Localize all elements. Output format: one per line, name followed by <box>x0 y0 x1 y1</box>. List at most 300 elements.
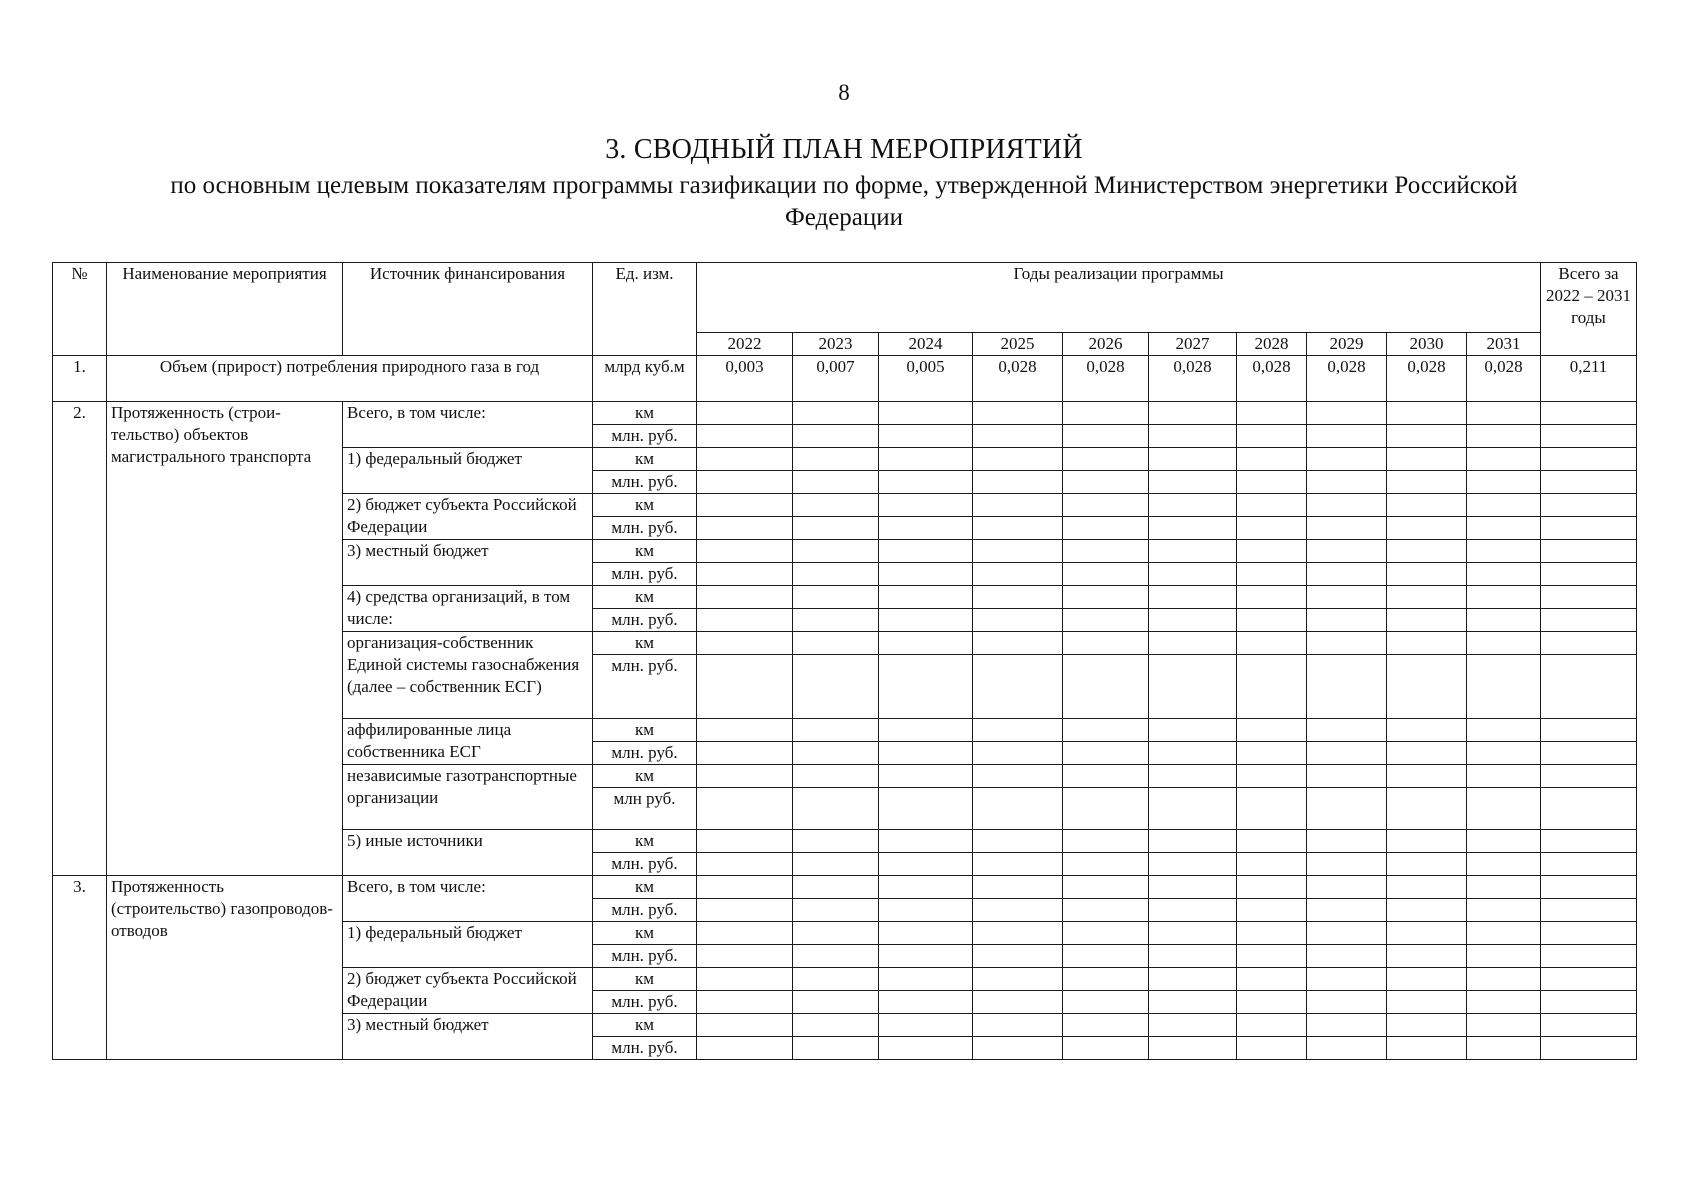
value-cell <box>1149 563 1237 586</box>
value-cell <box>1387 830 1467 853</box>
value-cell <box>1307 632 1387 655</box>
value-cell <box>1063 586 1149 609</box>
total-cell <box>1541 719 1637 742</box>
unit-cell: млн. руб. <box>593 609 697 632</box>
value-cell <box>1467 540 1541 563</box>
header-source: Источник финансирования <box>343 263 593 356</box>
value-cell <box>1307 788 1387 830</box>
value-cell <box>1307 765 1387 788</box>
value-cell <box>1237 1037 1307 1060</box>
value-cell <box>973 425 1063 448</box>
table-row <box>53 876 1637 899</box>
table-row <box>53 402 1637 425</box>
value-cell <box>1467 402 1541 425</box>
total-cell <box>1541 853 1637 876</box>
value-cell <box>793 968 879 991</box>
value-cell <box>879 742 973 765</box>
value-cell <box>793 765 879 788</box>
unit-cell: км <box>593 540 697 563</box>
total-cell <box>1541 788 1637 830</box>
value-cell <box>1467 853 1541 876</box>
value-cell <box>793 563 879 586</box>
value-cell <box>1149 945 1237 968</box>
value-cell <box>1149 632 1237 655</box>
value-cell <box>1467 425 1541 448</box>
value-cell <box>1467 742 1541 765</box>
value-cell <box>1307 853 1387 876</box>
value-cell <box>973 402 1063 425</box>
value-cell <box>697 719 793 742</box>
value-cell <box>1467 899 1541 922</box>
value-cell <box>1237 471 1307 494</box>
document-title: 3. СВОДНЫЙ ПЛАН МЕРОПРИЯТИЙ <box>605 134 1083 165</box>
value-cell <box>1467 563 1541 586</box>
value-cell <box>879 517 973 540</box>
unit-cell: км <box>593 876 697 899</box>
value-cell <box>793 540 879 563</box>
value-cell <box>793 471 879 494</box>
value-cell <box>697 563 793 586</box>
value-cell <box>1387 765 1467 788</box>
value-cell <box>697 853 793 876</box>
value-cell <box>1237 853 1307 876</box>
value-cell <box>879 425 973 448</box>
value-cell <box>973 517 1063 540</box>
value-cell <box>1063 563 1149 586</box>
value-cell <box>1149 742 1237 765</box>
value-cell <box>697 471 793 494</box>
value-cell <box>1149 899 1237 922</box>
value-cell <box>1149 765 1237 788</box>
value-cell <box>1237 632 1307 655</box>
value-cell <box>1237 655 1307 719</box>
value-cell <box>1237 719 1307 742</box>
header-years-group: Годы реализации программы <box>697 263 1541 333</box>
value-cell <box>1063 471 1149 494</box>
value-cell <box>1149 655 1237 719</box>
unit-cell: км <box>593 586 697 609</box>
row-num: 2. <box>53 402 107 876</box>
header-row <box>53 263 1637 333</box>
value-cell <box>697 402 793 425</box>
value-cell <box>1237 609 1307 632</box>
value-cell <box>1237 765 1307 788</box>
value-cell <box>1467 991 1541 1014</box>
unit-cell: млн. руб. <box>593 742 697 765</box>
value-cell <box>1063 517 1149 540</box>
value-cell <box>697 655 793 719</box>
value-cell <box>973 876 1063 899</box>
value-cell <box>879 655 973 719</box>
value-cell <box>1467 1037 1541 1060</box>
value-cell <box>1307 876 1387 899</box>
value-cell <box>879 563 973 586</box>
value-cell <box>973 609 1063 632</box>
value-cell <box>1307 719 1387 742</box>
row-num: 1. <box>53 356 107 402</box>
value-cell <box>1467 968 1541 991</box>
unit-cell: млн. руб. <box>593 945 697 968</box>
funding-source: 4) средства организаций, в том числе: <box>343 586 593 632</box>
value-cell <box>1149 719 1237 742</box>
value-cell: 0,028 <box>1307 356 1387 402</box>
value-cell <box>697 425 793 448</box>
value-cell <box>1063 402 1149 425</box>
value-cell <box>973 448 1063 471</box>
header-year: 2025 <box>973 333 1063 356</box>
total-cell <box>1541 830 1637 853</box>
value-cell <box>879 968 973 991</box>
value-cell <box>1237 830 1307 853</box>
value-cell <box>1063 991 1149 1014</box>
value-cell <box>1467 517 1541 540</box>
value-cell <box>879 448 973 471</box>
value-cell <box>1387 876 1467 899</box>
unit-cell: млн. руб. <box>593 425 697 448</box>
funding-source: организация-собственник Единой системы газоснабжения (далее – собственник ЕСГ) <box>343 632 593 719</box>
value-cell: 0,003 <box>697 356 793 402</box>
value-cell <box>1467 471 1541 494</box>
value-cell <box>879 853 973 876</box>
total-cell <box>1541 517 1637 540</box>
value-cell <box>1467 830 1541 853</box>
value-cell <box>697 765 793 788</box>
value-cell <box>1149 586 1237 609</box>
value-cell <box>1237 402 1307 425</box>
unit-cell: км <box>593 1014 697 1037</box>
value-cell <box>1307 1037 1387 1060</box>
value-cell <box>879 788 973 830</box>
value-cell <box>1467 765 1541 788</box>
value-cell <box>793 448 879 471</box>
document-subtitle: по основным целевым показателям программы газификации по форме, утвержденной Министерством энергетики Российской Федерации <box>170 172 1518 231</box>
value-cell <box>793 830 879 853</box>
value-cell <box>1149 609 1237 632</box>
value-cell <box>973 540 1063 563</box>
total-cell <box>1541 425 1637 448</box>
value-cell <box>1063 448 1149 471</box>
value-cell <box>1467 632 1541 655</box>
unit-cell: км <box>593 719 697 742</box>
value-cell <box>879 922 973 945</box>
value-cell <box>793 742 879 765</box>
value-cell <box>1237 494 1307 517</box>
value-cell <box>1149 540 1237 563</box>
unit-cell: млн. руб. <box>593 853 697 876</box>
value-cell <box>793 922 879 945</box>
value-cell <box>793 788 879 830</box>
value-cell <box>973 853 1063 876</box>
value-cell <box>1149 876 1237 899</box>
value-cell <box>1063 540 1149 563</box>
value-cell <box>879 1014 973 1037</box>
total-cell <box>1541 632 1637 655</box>
value-cell <box>697 517 793 540</box>
value-cell <box>1387 922 1467 945</box>
value-cell <box>793 632 879 655</box>
header-year: 2026 <box>1063 333 1149 356</box>
total-cell <box>1541 609 1637 632</box>
value-cell <box>697 586 793 609</box>
value-cell <box>973 830 1063 853</box>
value-cell <box>1387 586 1467 609</box>
value-cell <box>1307 517 1387 540</box>
value-cell <box>1387 968 1467 991</box>
value-cell <box>1307 991 1387 1014</box>
value-cell <box>793 494 879 517</box>
value-cell <box>879 876 973 899</box>
value-cell <box>697 922 793 945</box>
total-cell <box>1541 402 1637 425</box>
total-cell <box>1541 991 1637 1014</box>
value-cell <box>697 540 793 563</box>
value-cell <box>793 586 879 609</box>
header-total: Всего за 2022 – 2031 годы <box>1541 263 1637 356</box>
value-cell <box>973 1014 1063 1037</box>
value-cell <box>1063 876 1149 899</box>
funding-source: 1) федеральный бюджет <box>343 922 593 968</box>
value-cell <box>1307 471 1387 494</box>
value-cell: 0,005 <box>879 356 973 402</box>
total-cell <box>1541 471 1637 494</box>
value-cell <box>1063 945 1149 968</box>
value-cell <box>793 655 879 719</box>
total-cell: 0,211 <box>1541 356 1637 402</box>
unit-cell: км <box>593 830 697 853</box>
value-cell <box>1149 922 1237 945</box>
value-cell <box>879 765 973 788</box>
value-cell <box>793 1014 879 1037</box>
value-cell <box>973 742 1063 765</box>
value-cell <box>1387 1014 1467 1037</box>
header-name: Наименование мероприятия <box>107 263 343 356</box>
unit-cell: млн. руб. <box>593 1037 697 1060</box>
value-cell <box>1063 899 1149 922</box>
value-cell <box>1467 494 1541 517</box>
header-unit: Ед. изм. <box>593 263 697 356</box>
value-cell <box>1149 788 1237 830</box>
header-year: 2030 <box>1387 333 1467 356</box>
value-cell <box>879 1037 973 1060</box>
value-cell <box>973 586 1063 609</box>
value-cell <box>1149 448 1237 471</box>
value-cell <box>1237 448 1307 471</box>
value-cell <box>1307 968 1387 991</box>
value-cell <box>1149 494 1237 517</box>
value-cell <box>879 494 973 517</box>
value-cell <box>697 609 793 632</box>
header-year: 2023 <box>793 333 879 356</box>
value-cell <box>1237 945 1307 968</box>
value-cell <box>1387 494 1467 517</box>
value-cell <box>1387 719 1467 742</box>
total-cell <box>1541 945 1637 968</box>
value-cell <box>1387 563 1467 586</box>
value-cell <box>1063 830 1149 853</box>
total-cell <box>1541 899 1637 922</box>
value-cell <box>879 586 973 609</box>
value-cell <box>1387 853 1467 876</box>
value-cell <box>973 922 1063 945</box>
header-num: № <box>53 263 107 356</box>
value-cell <box>793 991 879 1014</box>
value-cell: 0,028 <box>1149 356 1237 402</box>
value-cell <box>697 742 793 765</box>
unit-cell: млн. руб. <box>593 471 697 494</box>
value-cell <box>879 609 973 632</box>
unit-cell: км <box>593 968 697 991</box>
value-cell <box>697 1037 793 1060</box>
value-cell <box>793 899 879 922</box>
value-cell <box>1237 425 1307 448</box>
value-cell <box>793 853 879 876</box>
value-cell <box>1149 830 1237 853</box>
value-cell <box>1307 1014 1387 1037</box>
value-cell <box>879 540 973 563</box>
value-cell <box>1387 540 1467 563</box>
value-cell <box>793 517 879 540</box>
value-cell <box>793 609 879 632</box>
value-cell <box>1387 945 1467 968</box>
value-cell <box>879 945 973 968</box>
value-cell: 0,028 <box>973 356 1063 402</box>
value-cell <box>973 719 1063 742</box>
value-cell <box>1467 945 1541 968</box>
funding-source: 5) иные источники <box>343 830 593 876</box>
value-cell <box>1467 876 1541 899</box>
value-cell <box>879 991 973 1014</box>
value-cell <box>697 448 793 471</box>
value-cell <box>1063 742 1149 765</box>
value-cell: 0,028 <box>1387 356 1467 402</box>
value-cell <box>1387 1037 1467 1060</box>
total-cell <box>1541 922 1637 945</box>
value-cell <box>1237 788 1307 830</box>
value-cell <box>697 968 793 991</box>
value-cell <box>879 471 973 494</box>
value-cell <box>697 991 793 1014</box>
value-cell <box>1063 853 1149 876</box>
value-cell <box>1237 517 1307 540</box>
value-cell <box>1387 742 1467 765</box>
value-cell <box>1063 788 1149 830</box>
value-cell <box>697 945 793 968</box>
value-cell <box>1149 402 1237 425</box>
value-cell <box>1387 632 1467 655</box>
total-cell <box>1541 540 1637 563</box>
total-cell <box>1541 742 1637 765</box>
row-num: 3. <box>53 876 107 1060</box>
unit-cell: млн. руб. <box>593 517 697 540</box>
value-cell <box>1237 586 1307 609</box>
value-cell <box>1149 1014 1237 1037</box>
value-cell <box>793 402 879 425</box>
value-cell <box>1307 448 1387 471</box>
unit-cell: км <box>593 402 697 425</box>
value-cell: 0,028 <box>1063 356 1149 402</box>
value-cell <box>1467 719 1541 742</box>
value-cell <box>1387 899 1467 922</box>
value-cell <box>1467 448 1541 471</box>
unit-cell: км <box>593 765 697 788</box>
value-cell <box>1307 402 1387 425</box>
header-year: 2022 <box>697 333 793 356</box>
value-cell <box>697 632 793 655</box>
funding-source: Всего, в том числе: <box>343 876 593 922</box>
value-cell <box>1467 586 1541 609</box>
unit-cell: км <box>593 448 697 471</box>
total-cell <box>1541 655 1637 719</box>
value-cell <box>1237 1014 1307 1037</box>
funding-source: 3) местный бюджет <box>343 1014 593 1060</box>
value-cell <box>1387 609 1467 632</box>
value-cell <box>1237 968 1307 991</box>
value-cell <box>973 632 1063 655</box>
total-cell <box>1541 563 1637 586</box>
unit-cell: млн. руб. <box>593 655 697 719</box>
value-cell <box>973 899 1063 922</box>
page-number: 8 <box>838 80 850 105</box>
value-cell <box>1307 609 1387 632</box>
value-cell <box>697 876 793 899</box>
value-cell <box>1307 494 1387 517</box>
value-cell <box>1149 853 1237 876</box>
value-cell <box>1387 517 1467 540</box>
unit-cell: км <box>593 922 697 945</box>
value-cell <box>1237 922 1307 945</box>
total-cell <box>1541 968 1637 991</box>
header-year: 2024 <box>879 333 973 356</box>
total-cell <box>1541 448 1637 471</box>
total-cell <box>1541 494 1637 517</box>
header-year: 2029 <box>1307 333 1387 356</box>
row-name: Протяженность (строительство) газопроводов-отводов <box>107 876 343 1060</box>
value-cell <box>1063 968 1149 991</box>
unit-cell: км <box>593 494 697 517</box>
value-cell <box>1063 765 1149 788</box>
header-year: 2031 <box>1467 333 1541 356</box>
plan-table <box>52 262 1637 1060</box>
value-cell <box>1307 830 1387 853</box>
total-cell <box>1541 765 1637 788</box>
value-cell <box>973 471 1063 494</box>
funding-source: Всего, в том числе: <box>343 402 593 448</box>
header-year: 2028 <box>1237 333 1307 356</box>
value-cell <box>1467 609 1541 632</box>
value-cell <box>697 1014 793 1037</box>
value-cell <box>1387 991 1467 1014</box>
value-cell <box>1063 655 1149 719</box>
value-cell <box>973 1037 1063 1060</box>
row-unit: млрд куб.м <box>593 356 697 402</box>
value-cell <box>1149 425 1237 448</box>
funding-source: 2) бюджет субъекта Российской Федерации <box>343 968 593 1014</box>
value-cell <box>793 945 879 968</box>
value-cell <box>1149 991 1237 1014</box>
unit-cell: км <box>593 632 697 655</box>
value-cell <box>1307 945 1387 968</box>
value-cell <box>973 655 1063 719</box>
value-cell <box>973 945 1063 968</box>
value-cell <box>879 632 973 655</box>
header-year: 2027 <box>1149 333 1237 356</box>
value-cell <box>973 991 1063 1014</box>
value-cell <box>1387 471 1467 494</box>
value-cell <box>1149 1037 1237 1060</box>
value-cell <box>793 876 879 899</box>
value-cell <box>1387 788 1467 830</box>
value-cell <box>1387 425 1467 448</box>
